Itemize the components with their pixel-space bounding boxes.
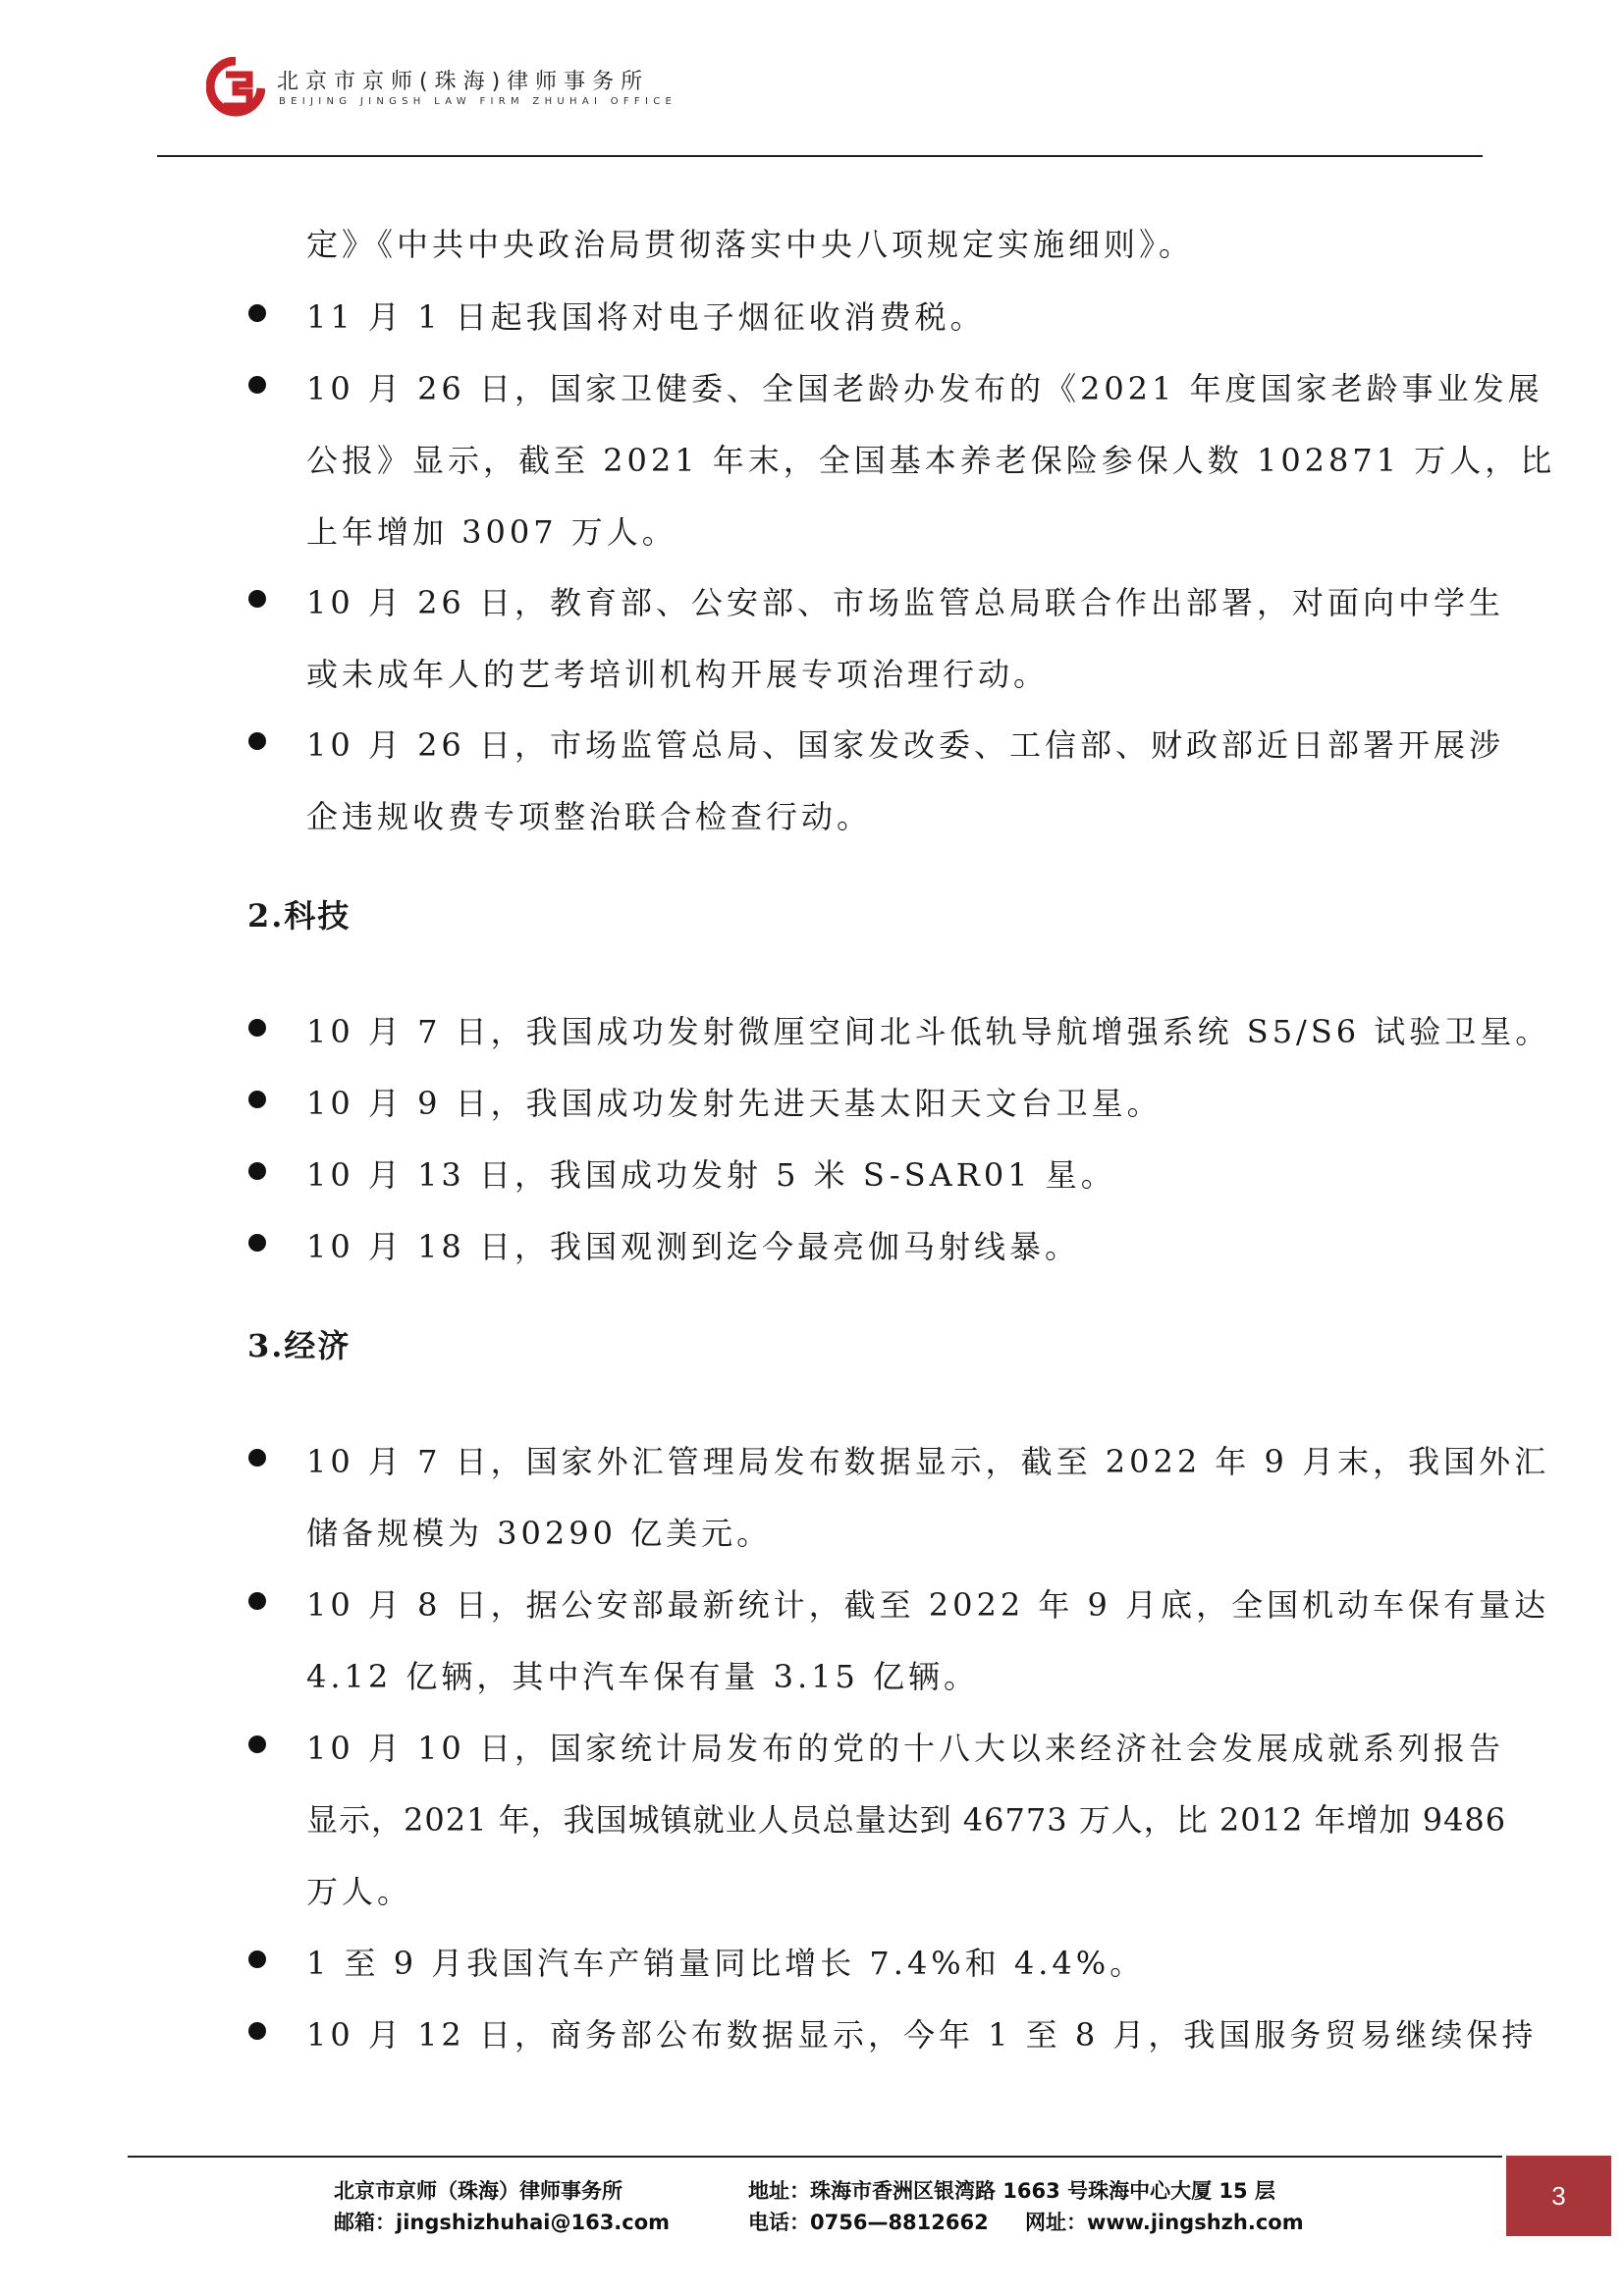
section-heading-tech: 2.科技: [247, 897, 352, 934]
list-item-line: 万人。: [306, 1873, 413, 1910]
footer-firm-name: 北京市京师（珠海）律师事务所: [334, 2179, 623, 2203]
bullet-icon: [248, 590, 266, 608]
continuation-line: 定》《中共中央政治局贯彻落实中央八项规定实施细则》。: [306, 226, 1195, 263]
footer-phone: 电话：0756—8812662: [748, 2211, 989, 2234]
footer-email: 邮箱：jingshizhuhai@163.com: [334, 2211, 671, 2234]
list-item-line: 10 月 10 日，国家统计局发布的党的十八大以来经济社会发展成就系列报告: [306, 1730, 1504, 1767]
footer-website: 网址：www.jingshzh.com: [1025, 2211, 1304, 2234]
bullet-icon: [248, 304, 266, 322]
list-item-line: 10 月 12 日，商务部公布数据显示，今年 1 至 8 月，我国服务贸易继续保持: [306, 2016, 1538, 2054]
list-item-line: 10 月 9 日，我国成功发射先进天基太阳天文台卫星。: [306, 1085, 1163, 1122]
list-item-line: 公报》显示，截至 2021 年末，全国基本养老保险参保人数 102871 万人，比: [306, 442, 1556, 479]
list-item-line: 10 月 7 日，我国成功发射微厘空间北斗低轨导航增强系统 S5/S6 试验卫星。: [306, 1013, 1551, 1050]
footer-divider: [128, 2156, 1502, 2158]
firm-logo-icon: [206, 57, 265, 120]
page-number-badge: [1506, 2156, 1611, 2236]
list-item-line: 10 月 7 日，国家外汇管理局发布数据显示，截至 2022 年 9 月末，我国外汇: [306, 1443, 1550, 1480]
bullet-icon: [248, 1449, 266, 1467]
firm-name-en: BEIJING JINGSH LAW FIRM ZHUHAI OFFICE: [279, 96, 677, 107]
section-heading-econ: 3.经济: [247, 1327, 352, 1364]
list-item-line: 显示，2021 年，我国城镇就业人员总量达到 46773 万人，比 2012 年增加 9486: [306, 1801, 1507, 1839]
list-item-line: 储备规模为 30290 亿美元。: [306, 1515, 773, 1552]
list-item-line: 10 月 8 日，据公安部最新统计，截至 2022 年 9 月底，全国机动车保有量达: [306, 1586, 1550, 1624]
page-number: 3: [1551, 2180, 1566, 2211]
bullet-icon: [248, 1234, 266, 1252]
list-item-line: 10 月 18 日，我国观测到迄今最亮伽马射线暴。: [306, 1228, 1080, 1265]
list-item-line: 企违规收费专项整治联合检查行动。: [306, 798, 873, 835]
list-item-line: 10 月 26 日，市场监管总局、国家发改委、工信部、财政部近日部署开展涉: [306, 726, 1504, 764]
firm-name-cn: 北京市京师(珠海)律师事务所: [277, 70, 650, 94]
bullet-icon: [248, 2022, 266, 2040]
bullet-icon: [248, 732, 266, 750]
list-item-line: 10 月 26 日，教育部、公安部、市场监管总局联合作出部署，对面向中学生: [306, 584, 1504, 621]
bullet-icon: [248, 1091, 266, 1108]
header-divider: [157, 155, 1483, 157]
bullet-icon: [248, 1019, 266, 1037]
bullet-icon: [248, 1592, 266, 1610]
list-item-line: 上年增加 3007 万人。: [306, 513, 677, 551]
list-item-line: 或未成年人的艺考培训机构开展专项治理行动。: [306, 656, 1050, 693]
list-item-line: 10 月 13 日，我国成功发射 5 米 S-SAR01 星。: [306, 1156, 1116, 1194]
bullet-icon: [248, 376, 266, 394]
list-item-line: 10 月 26 日，国家卫健委、全国老龄办发布的《2021 年度国家老龄事业发展: [306, 370, 1543, 407]
list-item-line: 11 月 1 日起我国将对电子烟征收消费税。: [306, 298, 986, 336]
footer-address: 地址：珠海市香洲区银湾路 1663 号珠海中心大厦 15 层: [748, 2179, 1275, 2203]
bullet-icon: [248, 1735, 266, 1753]
list-item-line: 4.12 亿辆，其中汽车保有量 3.15 亿辆。: [306, 1658, 980, 1695]
bullet-icon: [248, 1950, 266, 1968]
bullet-icon: [248, 1162, 266, 1180]
list-item-line: 1 至 9 月我国汽车产销量同比增长 7.4%和 4.4%。: [306, 1945, 1146, 1982]
